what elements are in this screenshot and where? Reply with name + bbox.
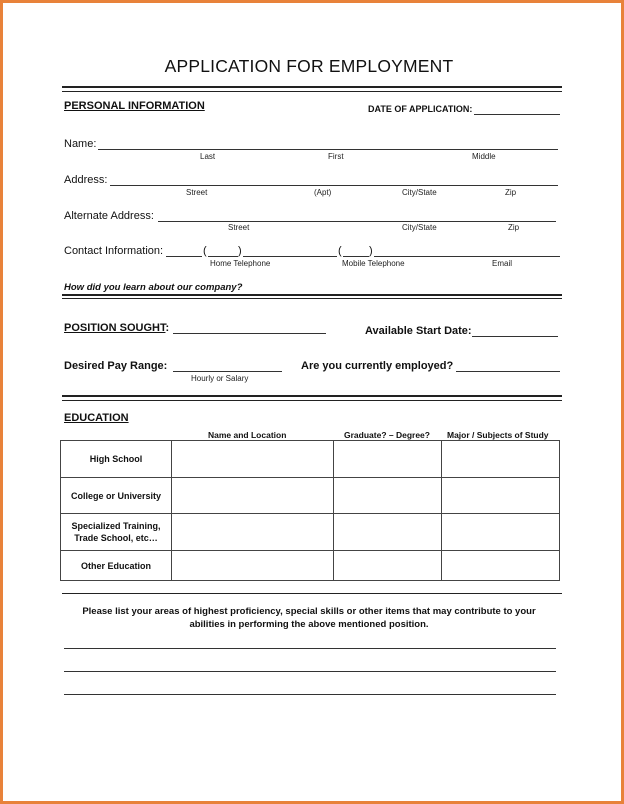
alternate-address-field[interactable] — [158, 221, 556, 222]
position-sought-field[interactable] — [173, 333, 326, 334]
row-label-line1: Specialized Training, — [71, 521, 161, 531]
currently-employed-label: Are you currently employed? — [301, 360, 454, 372]
home-area-code-inner[interactable] — [208, 256, 238, 257]
name-label: Name: — [64, 138, 97, 150]
divider — [62, 400, 562, 401]
divider — [62, 298, 562, 299]
date-of-application-field[interactable] — [474, 114, 560, 115]
alternate-address-label: Alternate Address: — [64, 210, 154, 222]
divider — [62, 86, 562, 88]
start-date-label: Available Start Date: — [365, 325, 472, 337]
row-label: High School — [89, 454, 143, 464]
divider — [62, 593, 562, 594]
column-name-location: Name and Location — [208, 430, 287, 440]
name-location-cell[interactable] — [172, 551, 334, 581]
name-sub-last: Last — [200, 152, 216, 161]
pay-range-sub: Hourly or Salary — [191, 374, 249, 383]
pay-range-label: Desired Pay Range: — [64, 360, 168, 372]
table-row — [61, 514, 560, 551]
row-label: College or University — [70, 490, 162, 501]
row-label: Other Education — [80, 560, 151, 571]
position-sought-label — [64, 322, 169, 334]
position-sought-text: POSITION SOUGHT — [64, 322, 166, 334]
table-row — [61, 551, 560, 581]
contact-sub-mobile: Mobile Telephone — [342, 259, 405, 268]
divider — [62, 395, 562, 397]
proficiency-instruction-line2: abilities in performing the above mentioned position. — [189, 619, 429, 630]
mobile-email-field[interactable] — [374, 256, 560, 257]
major-cell[interactable] — [442, 514, 560, 551]
contact-sub-email: Email — [492, 259, 513, 268]
degree-cell[interactable] — [334, 478, 442, 514]
address-field[interactable] — [110, 185, 558, 186]
proficiency-instruction-line1: Please list your areas of highest proficiency, special skills or other items that may contribute to your — [82, 606, 536, 617]
row-label-cell — [61, 514, 172, 551]
address-sub-zip: Zip — [505, 188, 517, 197]
column-graduate-degree: Graduate? – Degree? — [344, 430, 430, 440]
name-sub-middle: Middle — [472, 152, 496, 161]
paren-open: ( — [203, 245, 207, 257]
major-cell[interactable] — [442, 478, 560, 514]
home-telephone-field[interactable] — [243, 256, 337, 257]
name-location-cell[interactable] — [172, 441, 334, 478]
divider — [62, 294, 562, 296]
divider — [62, 91, 562, 92]
name-location-cell[interactable] — [172, 478, 334, 514]
alt-address-sub-citystate: City/State — [402, 223, 437, 232]
major-cell[interactable] — [442, 551, 560, 581]
name-sub-first: First — [328, 152, 344, 161]
address-sub-citystate: City/State — [402, 188, 437, 197]
table-row — [61, 478, 560, 514]
currently-employed-field[interactable] — [456, 371, 560, 372]
name-location-cell[interactable] — [172, 514, 334, 551]
pay-range-field[interactable] — [173, 371, 282, 372]
address-sub-apt: (Apt) — [314, 188, 332, 197]
row-label-line2: Trade School, etc… — [74, 533, 158, 543]
form-title: APPLICATION FOR EMPLOYMENT — [164, 56, 454, 76]
date-of-application-label: DATE OF APPLICATION: — [368, 104, 473, 114]
row-label-cell — [61, 551, 172, 581]
degree-cell[interactable] — [334, 514, 442, 551]
contact-sub-home: Home Telephone — [210, 259, 271, 268]
degree-cell[interactable] — [334, 441, 442, 478]
paren-close: ) — [238, 245, 242, 257]
proficiency-answer-line[interactable] — [64, 671, 556, 672]
paren-close: ) — [369, 245, 373, 257]
major-cell[interactable] — [442, 441, 560, 478]
contact-info-label: Contact Information: — [64, 245, 164, 257]
address-label: Address: — [64, 174, 108, 186]
table-row — [61, 441, 560, 478]
start-date-field[interactable] — [472, 336, 558, 337]
education-table — [60, 440, 560, 581]
address-sub-street: Street — [186, 188, 208, 197]
personal-info-heading: PERSONAL INFORMATION — [64, 100, 205, 112]
name-field[interactable] — [98, 149, 558, 150]
paren-open: ( — [338, 245, 342, 257]
proficiency-answer-line[interactable] — [64, 694, 556, 695]
home-area-code-field[interactable] — [166, 256, 202, 257]
education-heading: EDUCATION — [64, 412, 129, 424]
column-major: Major / Subjects of Study — [447, 430, 549, 440]
proficiency-answer-line[interactable] — [64, 648, 556, 649]
alt-address-sub-street: Street — [228, 223, 250, 232]
position-sought-colon: : — [165, 322, 170, 334]
degree-cell[interactable] — [334, 551, 442, 581]
learn-about-label: How did you learn about our company? — [64, 282, 243, 293]
row-label-cell — [61, 478, 172, 514]
row-label-cell — [61, 441, 172, 478]
mobile-area-code-field[interactable] — [343, 256, 369, 257]
alt-address-sub-zip: Zip — [508, 223, 520, 232]
